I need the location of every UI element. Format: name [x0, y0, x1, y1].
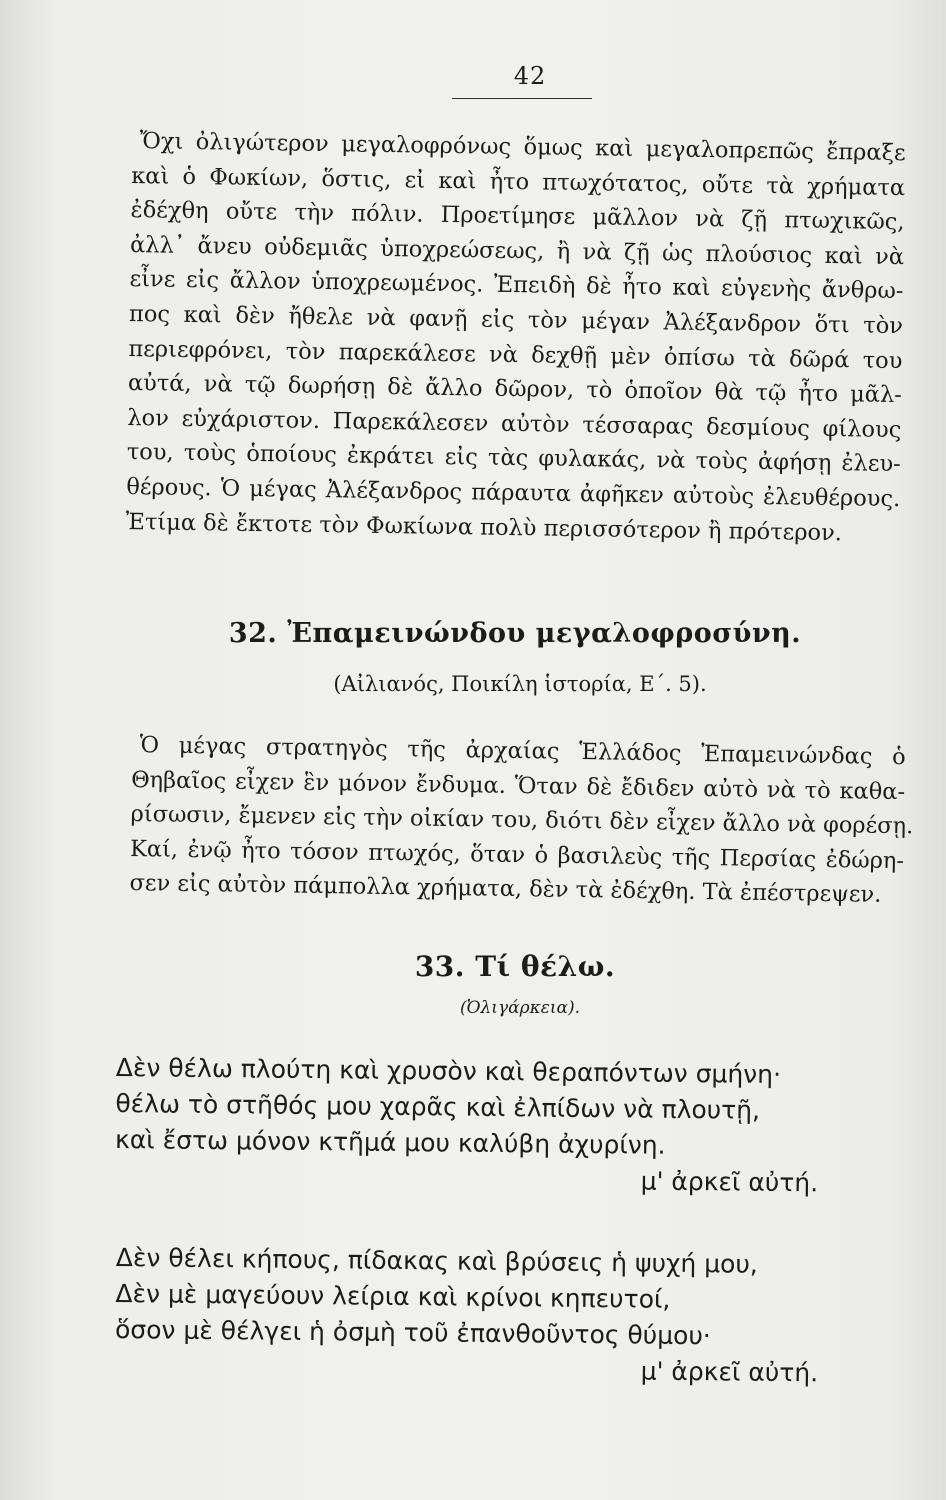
- text-line: ἐδέχθη οὔτε τὴν πόλιν. Προετίμησε μᾶλλον νὰ ζῇ πτωχικῶς,: [130, 197, 905, 236]
- poem-refrain: μ' ἀρκεῖ αὐτή.: [640, 1356, 819, 1388]
- poem-line: Δὲν θέλει κήπους, πίδακας καὶ βρύσεις ἡ ψυχή μου,: [115, 1242, 759, 1279]
- text-line: καὶ ὁ Φωκίων, ὅστις, εἰ καὶ ἦτο πτωχότατος, οὔτε τὰ χρήματα: [130, 162, 906, 201]
- header-rule: [452, 98, 592, 99]
- section-source-32: (Αἰλιανός, Ποικίλη ἱστορία, Ε΄. 5).: [333, 672, 707, 696]
- text-line: σεν εἰς αὐτὸν πάμπολλα χρήματα, δὲν τὰ ἐδέχθη. Τὰ ἐπέστρεψεν.: [129, 870, 882, 909]
- text-line: λον εὐχάριστον. Παρεκάλεσεν αὐτὸν τέσσαρας δεσμίους φίλους: [127, 404, 902, 443]
- page-number: 42: [513, 62, 547, 90]
- text-line: πος καὶ δὲν ἤθελε νὰ φανῇ εἰς τὸν μέγαν Ἀλέξανδρον ὅτι τὸν: [128, 300, 904, 340]
- poem-stanza-2: [114, 1240, 875, 1392]
- poem-stanza-1: [114, 1050, 875, 1202]
- poem-line: Δὲν θέλω πλούτη καὶ χρυσὸν καὶ θεραπόντων σμήνη·: [115, 1052, 782, 1089]
- text-line: ρίσωσιν, ἔμενεν εἰς τὴν οἰκίαν του, διότι δὲν εἶχεν ἄλλο νὰ φορέσῃ.: [130, 801, 914, 840]
- paragraph-phokion: [125, 124, 905, 551]
- section-heading-33: 33. Τί θέλω.: [414, 950, 616, 983]
- text-line: του, τοὺς ὁποίους ἐκράτει εἰς τὰς φυλακάς, νὰ τοὺς ἀφήσῃ ἐλευ-: [126, 439, 901, 478]
- poem-line: καὶ ἔστω μόνον κτῆμά μου καλύβη ἀχυρίνη.: [114, 1124, 666, 1160]
- poem-refrain: μ' ἀρκεῖ αὐτή.: [640, 1166, 819, 1198]
- poem-line: ὅσον μὲ θέλγει ἡ ὀσμὴ τοῦ ἐπανθοῦντος θύμου·: [114, 1314, 711, 1351]
- text-line: Καί, ἐνῷ ἦτο τόσον πτωχός, ὅταν ὁ βασιλεὺς τῆς Περσίας ἐδώρη-: [129, 835, 905, 874]
- poem-line: Δὲν μὲ μαγεύουν λείρια καὶ κρίνοι κηπευτοί,: [115, 1278, 671, 1314]
- paragraph-epaminondas: [129, 728, 914, 913]
- text-line: θέρους. Ὁ μέγας Ἀλέξανδρος πάραυτα ἀφῆκεν αὐτοὺς ἐλευθέρους.: [126, 473, 901, 513]
- text-line: ἀλλ᾽ ἄνευ οὐδεμιᾶς ὑποχρεώσεως, ἢ νὰ ζῇ ὡς πλούσιος καὶ νὰ: [129, 231, 905, 270]
- text-line: Ὁ μέγας στρατηγὸς τῆς ἀρχαίας Ἑλλάδος Ἐπαμεινώνδας ὁ: [139, 732, 906, 771]
- text-line: Θηβαῖος εἶχεν ἓν μόνον ἔνδυμα. Ὅταν δὲ ἔδιδεν αὐτὸ νὰ τὸ καθα-: [130, 766, 906, 805]
- section-heading-32: 32. Ἐπαμεινώνδου μεγαλοφροσύνη.: [228, 618, 802, 649]
- text-line: Ἐτίμα δὲ ἔκτοτε τὸν Φωκίωνα πολὺ περισσότερον ἢ πρότερον.: [125, 508, 843, 546]
- text-line: εἶνε εἰς ἄλλον ὑποχρεωμένος. Ἐπειδὴ δὲ ἦτο καὶ εὐγενὴς ἄνθρω-: [129, 266, 904, 305]
- text-line: Ὄχι ὀλιγώτερον μεγαλοφρόνως ὅμως καὶ μεγαλοπρεπῶς ἔπραξε: [139, 128, 906, 167]
- poem-line: θέλω τὸ στῆθός μου χαρᾶς καὶ ἐλπίδων νὰ πλουτῇ,: [115, 1088, 761, 1125]
- section-source-33: (Ὀλιγάρκεια).: [459, 998, 581, 1018]
- text-line: περιεφρόνει, τὸν παρεκάλεσε νὰ δεχθῇ μὲν ὀπίσω τὰ δῶρά του: [128, 335, 903, 374]
- text-line: αὐτά, νὰ τῷ δωρήσῃ δὲ ἄλλο δῶρον, τὸ ὁποῖον θὰ τῷ ἦτο μᾶλ-: [127, 370, 903, 409]
